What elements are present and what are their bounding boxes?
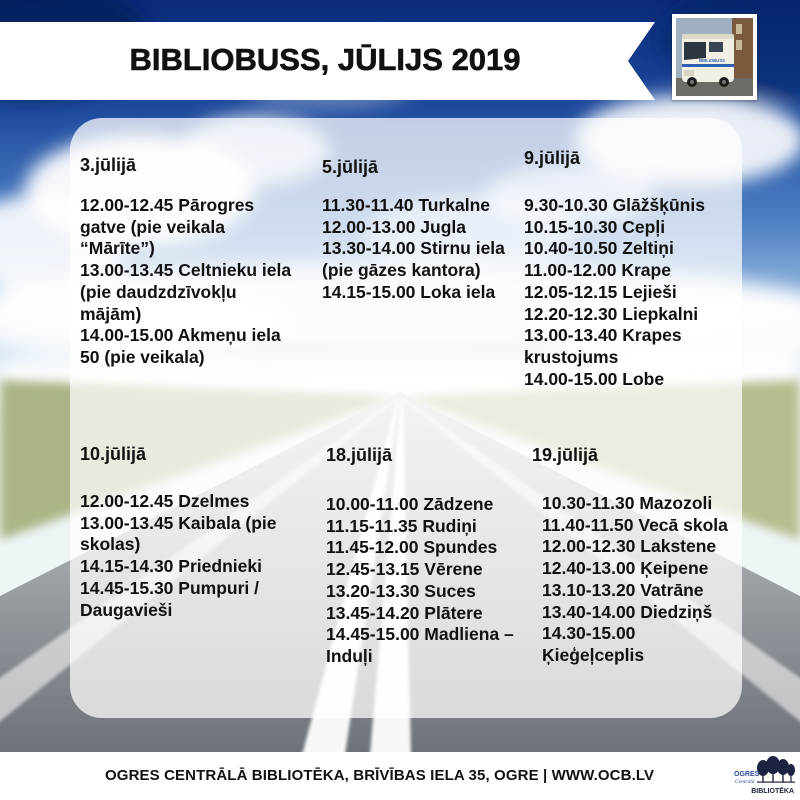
- page-title: BIBLIOBUSS, JŪLIJS 2019: [129, 42, 521, 77]
- stop-time: 11.40-11.50: [542, 514, 634, 535]
- stop-place: Ķieģeļceplis: [542, 644, 645, 665]
- schedule-stop: [524, 195, 724, 217]
- stop-time: 12.00-12.45: [80, 491, 174, 511]
- stop-place: Dzelmes: [178, 491, 250, 511]
- stop-place: Kaibala (pie skolas): [80, 512, 277, 555]
- stop-place: Vatrāne: [640, 579, 704, 600]
- stop-time: 11.45-12.00: [326, 537, 419, 558]
- trees-logo-icon: [733, 756, 795, 798]
- stop-time: 12.45-13.15: [326, 559, 420, 580]
- stop-time: 10.15-10.30: [524, 216, 618, 237]
- bibliobus-photo: [672, 14, 757, 100]
- stop-place: Krape: [621, 260, 671, 281]
- stop-time: 12.00-12.45: [80, 195, 174, 215]
- stop-time: 13.30-14.00: [322, 238, 416, 259]
- stop-time: 14.30-15.00: [542, 623, 636, 644]
- stop-time: 13.40-14.00: [542, 601, 636, 622]
- schedule-stop: [542, 536, 737, 558]
- stop-place: Lakstene: [640, 536, 717, 557]
- schedule-stop: [524, 217, 724, 239]
- stop-place: Turkalne: [418, 195, 490, 215]
- stop-place: Pumpuri / Daugavieši: [80, 577, 259, 620]
- stop-place: Jugla: [420, 216, 467, 237]
- schedule-stop: [326, 603, 526, 625]
- date-heading: 9.jūlijā: [524, 148, 581, 168]
- schedule-stop: [80, 556, 295, 578]
- schedule-stop: [542, 623, 737, 666]
- stop-place: Diedziņš: [640, 601, 713, 622]
- schedule-stop: [524, 282, 724, 304]
- stop-time: 11.15-11.35: [326, 515, 418, 536]
- bibliobus-van-icon: [676, 18, 753, 96]
- stop-time: 12.00-13.00: [322, 216, 416, 237]
- stop-list: [322, 195, 517, 304]
- schedule-stop: [80, 578, 295, 621]
- stop-place: Akmeņu iela 50 (pie veikala): [80, 325, 281, 367]
- stop-time: 13.00-13.45: [80, 260, 174, 281]
- schedule-stop: [326, 494, 526, 516]
- stop-place: Liepkalni: [622, 303, 699, 324]
- schedule-stop: [542, 493, 737, 515]
- schedule-stop: [326, 516, 526, 538]
- schedule-stop: [80, 325, 295, 368]
- schedule-stop: [322, 282, 517, 304]
- stop-place: Plātere: [424, 602, 483, 623]
- stop-time: 14.00-15.00: [524, 368, 618, 389]
- stop-time: 14.00-15.00: [80, 325, 174, 346]
- stop-time: 12.00-12.30: [542, 536, 636, 557]
- stop-place: Ķeipene: [640, 558, 709, 579]
- stop-list: [80, 491, 295, 621]
- stop-time: 9.30-10.30: [524, 195, 608, 215]
- date-heading: 18.jūlijā: [326, 445, 393, 465]
- footer-address: OGRES CENTRĀLĀ BIBLIOTĒKA, BRĪVĪBAS IELA 35, OGRE | WWW.OCB.LV: [105, 767, 655, 784]
- date-heading: 19.jūlijā: [532, 445, 599, 465]
- stop-place: Zeltiņi: [622, 238, 674, 259]
- stop-list: [542, 493, 737, 667]
- stop-place: Glāžšķūnis: [612, 195, 705, 215]
- schedule-stop: [326, 581, 526, 603]
- schedule-stop: [542, 580, 737, 602]
- stop-place: Rudiņi: [422, 515, 477, 536]
- stop-time: 13.45-14.20: [326, 602, 420, 623]
- stop-place: Spundes: [423, 537, 498, 558]
- stop-time: 13.00-13.40: [524, 325, 618, 346]
- stop-time: 14.45-15.00: [326, 624, 420, 645]
- stop-time: 12.40-13.00: [542, 558, 636, 579]
- schedule-stop: [322, 238, 517, 281]
- stop-place: Lejieši: [622, 281, 677, 302]
- schedule-stop: [326, 559, 526, 581]
- stop-time: 10.00-11.00: [326, 494, 419, 514]
- date-heading: 3.jūlijā: [80, 155, 137, 175]
- schedule-stop: [524, 369, 724, 391]
- stop-time: 11.30-11.40: [322, 195, 414, 215]
- date-heading: 5.jūlijā: [322, 157, 379, 177]
- schedule-stop: [524, 260, 724, 282]
- schedule-stop: [326, 537, 526, 559]
- stop-place: Loka iela: [420, 281, 496, 302]
- logo-line-centrala: Centrālā: [735, 779, 755, 785]
- library-logo: [733, 756, 795, 798]
- stop-place: Zādzene: [423, 494, 494, 514]
- schedule-stop: [80, 491, 295, 513]
- stop-place: Vērene: [424, 559, 483, 580]
- schedule-stop: [322, 195, 517, 217]
- schedule-stop: [542, 558, 737, 580]
- schedule-stop: [524, 304, 724, 326]
- stop-place: Lobe: [622, 368, 665, 389]
- stop-list: [524, 195, 724, 390]
- stop-time: 13.20-13.30: [326, 580, 420, 601]
- stop-place: Celtnieku iela (pie daudzdzīvokļu mājām): [80, 260, 292, 324]
- schedule-stop: [80, 195, 295, 260]
- stop-place: Suces: [424, 580, 476, 601]
- stop-place: Krapes krustojums: [524, 325, 682, 367]
- stop-time: 10.30-11.30: [542, 493, 635, 513]
- stop-time: 14.15-15.00: [322, 281, 416, 302]
- stop-time: 14.15-14.30: [80, 556, 174, 577]
- schedule-stop: [524, 238, 724, 260]
- stop-time: 12.05-12.15: [524, 281, 618, 302]
- schedule-stop: [542, 602, 737, 624]
- stop-place: Cepļi: [622, 216, 666, 237]
- stop-place: Stirnu iela (pie gāzes kantora): [322, 238, 505, 281]
- logo-line-biblioteka: BIBLIOTĒKA: [751, 788, 794, 795]
- schedule-stop: [80, 513, 295, 556]
- stop-place: Pārogres gatve (pie veikala “Mārīte”): [80, 195, 255, 259]
- schedule-stop: [542, 515, 737, 537]
- van-lettering: BIBLIOBUSS: [699, 58, 725, 63]
- schedule-stop: [326, 624, 526, 667]
- stop-time: 12.20-12.30: [524, 303, 618, 324]
- stop-place: Madliena – Induļi: [326, 624, 514, 666]
- stop-place: Vecā skola: [638, 514, 728, 535]
- stop-time: 10.40-10.50: [524, 238, 618, 259]
- stop-list: [326, 494, 526, 668]
- stop-time: 13.00-13.45: [80, 512, 174, 533]
- stop-time: 11.00-12.00: [524, 260, 617, 281]
- stop-place: Priednieki: [178, 556, 262, 577]
- stop-place: Mazozoli: [639, 493, 713, 513]
- schedule-stop: [524, 325, 724, 368]
- stop-time: 14.45-15.30: [80, 577, 174, 598]
- logo-line-ogres: OGRES: [734, 771, 760, 778]
- stop-list: [80, 195, 295, 369]
- schedule-stop: [80, 260, 295, 325]
- stop-time: 13.10-13.20: [542, 579, 636, 600]
- date-heading: 10.jūlijā: [80, 444, 147, 464]
- schedule-stop: [322, 217, 517, 239]
